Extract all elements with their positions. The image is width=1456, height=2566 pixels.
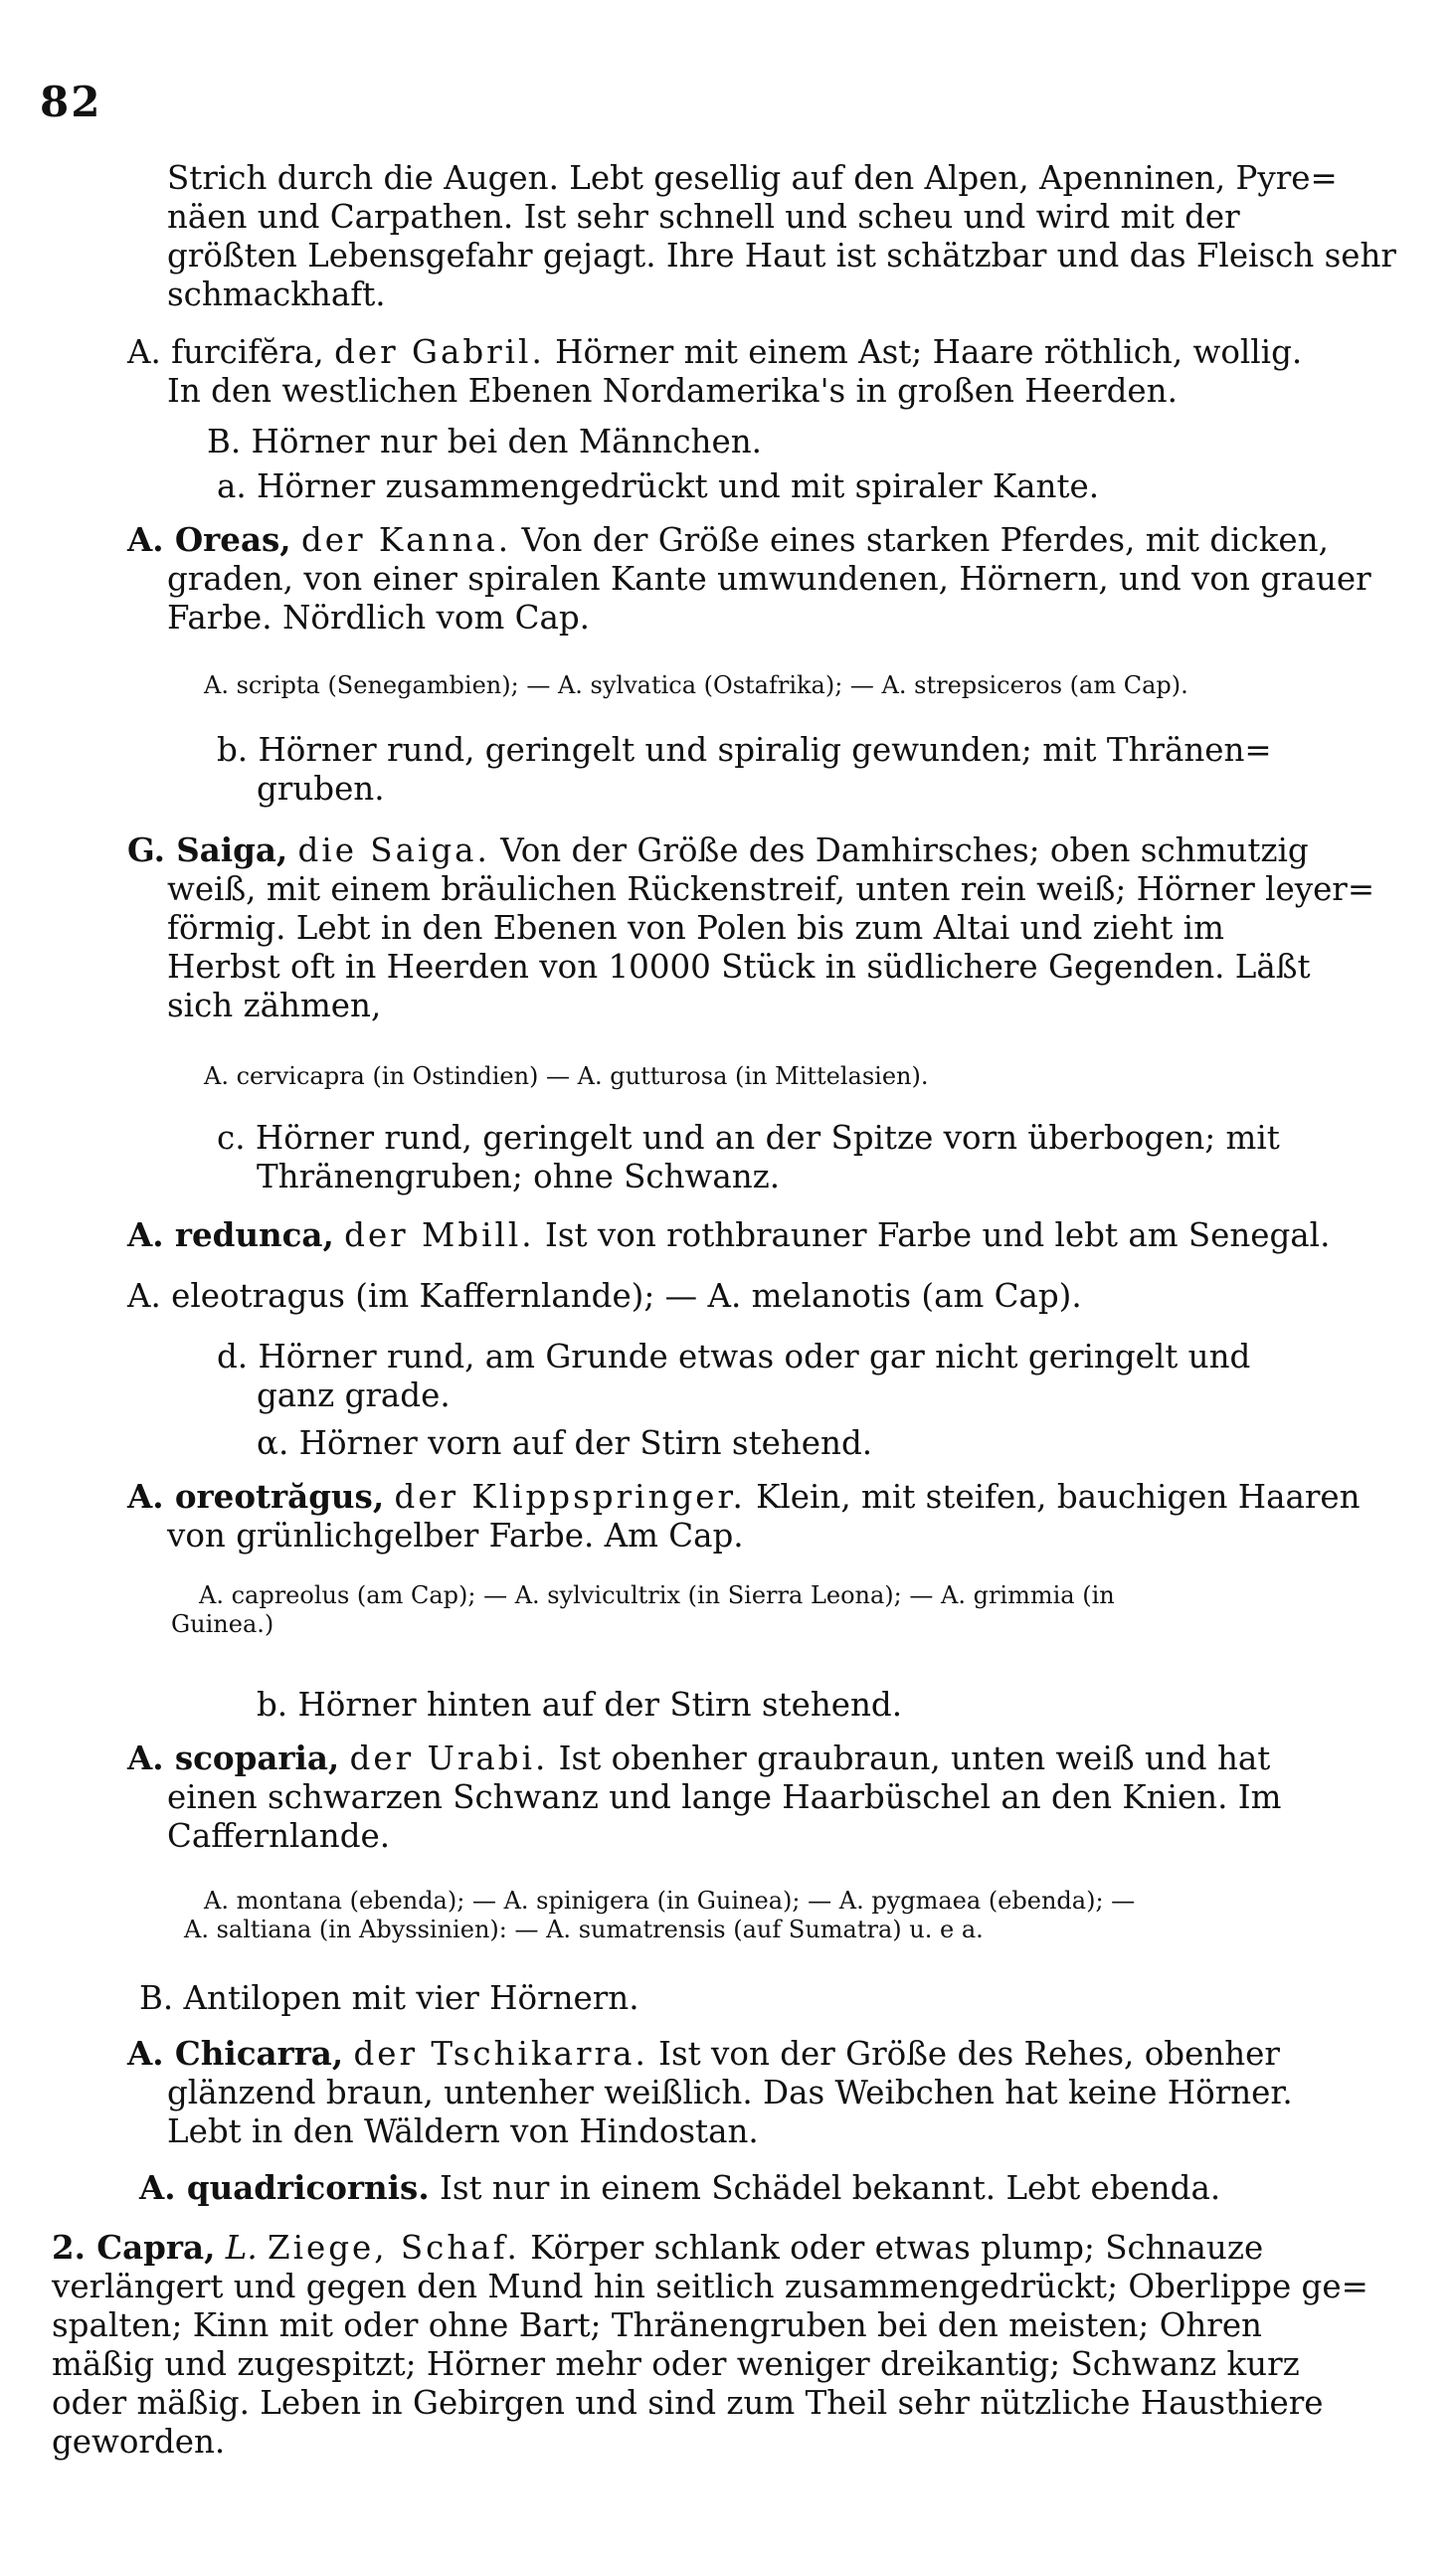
species-description: Ist obenher graubraun, unten weiß und hat — [558, 1740, 1271, 1777]
text-line: A. scripta (Senegambien); — A. sylvatica (Ostafrika); — A. strepsiceros (am Cap). — [204, 671, 1188, 699]
text-line: graden, von einer spiralen Kante umwundenen, Hörnern, und von grauer — [167, 560, 1371, 598]
species-list-2 — [204, 1062, 929, 1091]
species-description: Klein, mit steifen, bauchigen Haaren — [756, 1478, 1361, 1516]
text-line — [52, 2228, 1368, 2268]
text-line — [139, 2168, 1220, 2208]
entry-quadricornis — [139, 2168, 1220, 2208]
species-name: A. oreotrăgus, — [127, 1477, 385, 1516]
text-line: B. Antilopen mit vier Hörnern. — [139, 1979, 639, 2017]
text-line: spalten; Kinn mit oder ohne Bart; Thränengruben bei den meisten; Ohren — [52, 2306, 1262, 2344]
text-line: Farbe. Nördlich vom Cap. — [167, 599, 591, 637]
common-name: der Kanna. — [300, 521, 512, 559]
text-line: d. Hörner rund, am Grunde etwas oder gar nicht geringelt und — [217, 1338, 1251, 1375]
species-list-1 — [204, 671, 1188, 700]
entry-saiga — [127, 830, 1374, 1025]
species-description: Hörner mit einem Ast; Haare röthlich, wollig. — [555, 333, 1303, 371]
species-description: Von der Größe des Damhirsches; oben schmutzig — [500, 831, 1309, 869]
species-list-3 — [171, 1581, 1115, 1639]
text-line: förmig. Lebt in den Ebenen von Polen bis zum Altai und zieht im — [167, 909, 1224, 947]
text-line: a. Hörner zusammengedrückt und mit spiraler Kante. — [217, 467, 1100, 505]
text-line: näen und Carpathen. Ist sehr schnell und scheu und wird mit der — [167, 198, 1240, 236]
text-line: B. Hörner nur bei den Männchen. — [207, 423, 762, 460]
text-line: gruben. — [257, 770, 385, 808]
text-line: Guinea.) — [171, 1609, 274, 1638]
text-line: oder mäßig. Leben in Gebirgen und sind zum Theil sehr nützliche Hausthiere — [52, 2384, 1324, 2422]
common-name: der Urabi. — [349, 1740, 549, 1777]
species-name: A. Chicarra, — [127, 2034, 344, 2073]
species-name: A. Oreas, — [127, 520, 291, 559]
text-line: α. Hörner vorn auf der Stirn stehend. — [257, 1424, 873, 1462]
text-line: A. montana (ebenda); — A. spinigera (in Guinea); — A. pygmaea (ebenda); — — [204, 1887, 1136, 1915]
common-name: der Mbill. — [344, 1216, 535, 1254]
species-name: A. redunca, — [127, 1215, 334, 1254]
entry-oreotragus — [127, 1477, 1361, 1556]
text-line — [127, 1739, 1281, 1778]
species-description: Von der Größe eines starken Pferdes, mit dicken, — [521, 521, 1329, 559]
text-line: verlängert und gegen den Mund hin seitlich zusammengedrückt; Oberlippe ge= — [52, 2268, 1368, 2305]
species-list-4 — [184, 1887, 1136, 1944]
text-line: mäßig und zugespitzt; Hörner mehr oder weniger dreikantig; Schwanz kurz — [52, 2345, 1300, 2383]
entry-scoparia — [127, 1739, 1281, 1856]
text-line: c. Hörner rund, geringelt und an der Spitze vorn überbogen; mit — [217, 1119, 1280, 1157]
common-name: der Klippspringer. — [394, 1478, 746, 1516]
species-name: A. quadricornis. — [139, 2168, 430, 2207]
text-line: b. Hörner hinten auf der Stirn stehend. — [257, 1686, 903, 1724]
species-description: Ist nur in einem Schädel bekannt. Lebt ebenda. — [439, 2169, 1221, 2207]
text-line: Strich durch die Augen. Lebt gesellig auf den Alpen, Apenninen, Pyre= — [167, 159, 1338, 197]
text-line — [127, 1477, 1361, 1517]
text-line: Herbst oft in Heerden von 10000 Stück in südlichere Gegenden. Läßt — [167, 948, 1311, 986]
author-abbrev: L. — [225, 2229, 258, 2267]
common-name: der Tschikarra. — [353, 2035, 648, 2073]
text-line: b. Hörner rund, geringelt und spiralig gewunden; mit Thränen= — [217, 731, 1272, 769]
text-line: sich zähmen, — [167, 987, 382, 1024]
text-line: Caffernlande. — [167, 1817, 391, 1855]
text-line: A. cervicapra (in Ostindien) — A. gutturosa (in Mittelasien). — [204, 1062, 929, 1090]
species-name: A. scoparia, — [127, 1739, 340, 1777]
species-name: G. Saiga, — [127, 830, 288, 869]
text-line — [127, 830, 1374, 870]
entry-furcifera — [127, 333, 1302, 411]
text-line: einen schwarzen Schwanz und lange Haarbüschel an den Knien. Im — [167, 1778, 1282, 1816]
species-description: Ist von der Größe des Rehes, obenher — [658, 2035, 1280, 2073]
text-line: größten Lebensgefahr gejagt. Ihre Haut ist schätzbar und das Fleisch sehr — [167, 237, 1396, 275]
heading-beta-2 — [257, 1686, 902, 1725]
text-line — [127, 333, 1302, 372]
heading-b — [217, 731, 1272, 809]
text-line: schmackhaft. — [167, 275, 386, 313]
text-line: von grünlichgelber Farbe. Am Cap. — [167, 1517, 744, 1555]
page-number: 82 — [40, 78, 102, 126]
entry-oreas — [127, 520, 1371, 638]
text-line — [127, 2034, 1293, 2074]
common-name: die Saiga. — [297, 831, 490, 869]
text-line: weiß, mit einem bräulichen Rückenstreif, unten rein weiß; Hörner leyer= — [167, 870, 1375, 908]
entry-eleotragus — [127, 1277, 1082, 1316]
text-line: geworden. — [52, 2423, 226, 2461]
paragraph-continuation — [167, 159, 1396, 314]
common-name: der Gabril. — [334, 333, 545, 371]
species-description: Ist von rothbrauner Farbe und lebt am Senegal. — [545, 1216, 1331, 1254]
entry-redunca — [127, 1215, 1330, 1255]
heading-alpha — [257, 1424, 872, 1463]
text-line — [127, 1215, 1330, 1255]
genus-name: 2. Capra, — [52, 2228, 216, 2267]
common-name: Ziege, Schaf. — [268, 2229, 520, 2267]
text-line: A. eleotragus (im Kaffernlande); — A. melanotis (am Cap). — [127, 1277, 1082, 1315]
heading-a — [217, 467, 1099, 506]
text-line: ganz grade. — [257, 1376, 451, 1414]
text-line: A. capreolus (am Cap); — A. sylvicultrix (in Sierra Leona); — A. grimmia (in — [199, 1581, 1115, 1609]
text-line: Lebt in den Wäldern von Hindostan. — [167, 2112, 759, 2150]
entry-capra — [52, 2228, 1368, 2462]
entry-chicarra — [127, 2034, 1293, 2151]
genus-description: Körper schlank oder etwas plump; Schnauze — [530, 2229, 1264, 2267]
heading-beta — [207, 423, 762, 461]
text-line: In den westlichen Ebenen Nordamerika's in großen Heerden. — [167, 372, 1178, 410]
heading-d — [217, 1338, 1250, 1415]
heading-c — [217, 1119, 1280, 1196]
species-name: A. furcifĕra, — [127, 333, 324, 371]
section-b-heading — [139, 1979, 639, 2018]
text-line: A. saltiana (in Abyssinien): — A. sumatrensis (auf Sumatra) u. e a. — [184, 1915, 984, 1943]
text-line — [127, 520, 1371, 560]
text-line: glänzend braun, untenher weißlich. Das Weibchen hat keine Hörner. — [167, 2074, 1293, 2111]
text-line: Thränengruben; ohne Schwanz. — [257, 1158, 781, 1195]
